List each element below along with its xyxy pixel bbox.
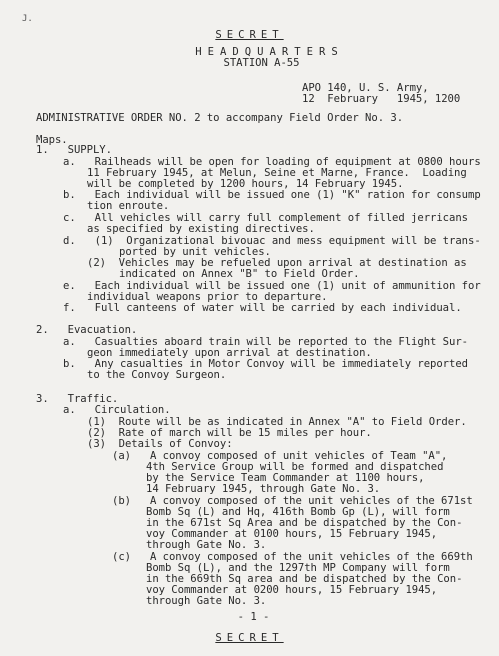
s1-line: 11 February 1945, at Melun, Seine et Marne, France. Loading [87,167,467,179]
s1-line: indicated on Annex "B" to Field Order. [119,268,360,280]
s3-line: by the Service Team Commander at 1100 hours, [146,472,425,484]
section-1-heading: 1. SUPPLY. [36,144,112,156]
s1-line: tion enroute. [87,200,170,212]
s3-line: through Gate No. 3. [146,595,267,607]
s1-line: (2) Vehicles may be refueled upon arrival at destination as [87,257,467,269]
s2-line: a. Casualties aboard train will be reported to the Flight Sur- [63,336,468,348]
s3-line: voy Commander at 0200 hours, 15 February 1945, [146,584,438,596]
s2-line: to the Convoy Surgeon. [87,369,227,381]
classification-bottom: SECRET [215,632,284,644]
s3-line: Bomb Sq (L), and the 1297th MP Company will form [146,562,450,574]
header-unit: HEADQUARTERS [195,46,344,58]
s1-line: b. Each individual will be issued one (1) "K" ration for consump [63,189,481,201]
order-title: ADMINISTRATIVE ORDER NO. 2 to accompany Field Order No. 3. [36,112,404,124]
s1-line: a. Railheads will be open for loading of equipment at 0800 hours [63,156,481,168]
s1-line: as specified by existing directives. [87,223,315,235]
s3-line: Bomb Sq (L) and Hq, 416th Bomb Gp (L), will form [146,506,450,518]
s3-line: (a) A convoy composed of unit vehicles of Team "A", [112,450,448,462]
s3-line: (c) A convoy composed of the unit vehicles of the 669th [112,551,473,563]
maps-line: Maps. [36,134,68,146]
s1-line: will be completed by 1200 hours, 14 February 1945. [87,178,404,190]
s1-line: d. (1) Organizational bivouac and mess equipment will be trans- [63,235,481,247]
s1-line: c. All vehicles will carry full complement of filled jerricans [63,212,468,224]
s1-line: ported by unit vehicles. [119,246,271,258]
section-2-heading: 2. Evacuation. [36,324,138,336]
s1-line: f. Full canteens of water will be carried by each individual. [63,302,462,314]
s3-line: (2) Rate of march will be 15 miles per hour. [87,427,372,439]
s3-line: in the 669th Sq area and be dispatched by the Con- [146,573,463,585]
date-line: 12 February 1945, 1200 [302,93,461,105]
s3-line: voy Commander at 0100 hours, 15 February 1945, [146,528,438,540]
s3-line: in the 671st Sq Area and be dispatched by the Con- [146,517,463,529]
s3-line: a. Circulation. [63,404,171,416]
classification-top: SECRET [215,29,284,41]
s2-line: geon immediately upon arrival at destination. [87,347,372,359]
s2-line: b. Any casualties in Motor Convoy will be immediately reported [63,358,468,370]
apo-line: APO 140, U. S. Army, [302,82,429,94]
section-3-heading: 3. Traffic. [36,393,119,405]
s3-line: through Gate No. 3. [146,539,267,551]
s3-line: 14 February 1945, through Gate No. 3. [146,483,381,495]
s3-line: (b) A convoy composed of the unit vehicles of the 671st [112,495,473,507]
page-number: - 1 - [237,611,270,623]
s1-line: e. Each individual will be issued one (1) unit of ammunition for [63,280,481,292]
s3-line: 4th Service Group will be formed and dispatched [146,461,444,473]
s3-line: (1) Route will be as indicated in Annex "A" to Field Order. [87,416,467,428]
header-station: STATION A-55 [223,57,300,69]
s3-line: (3) Details of Convoy: [87,438,233,450]
corner-mark: J. [22,14,33,24]
s1-line: individual weapons prior to departure. [87,291,328,303]
